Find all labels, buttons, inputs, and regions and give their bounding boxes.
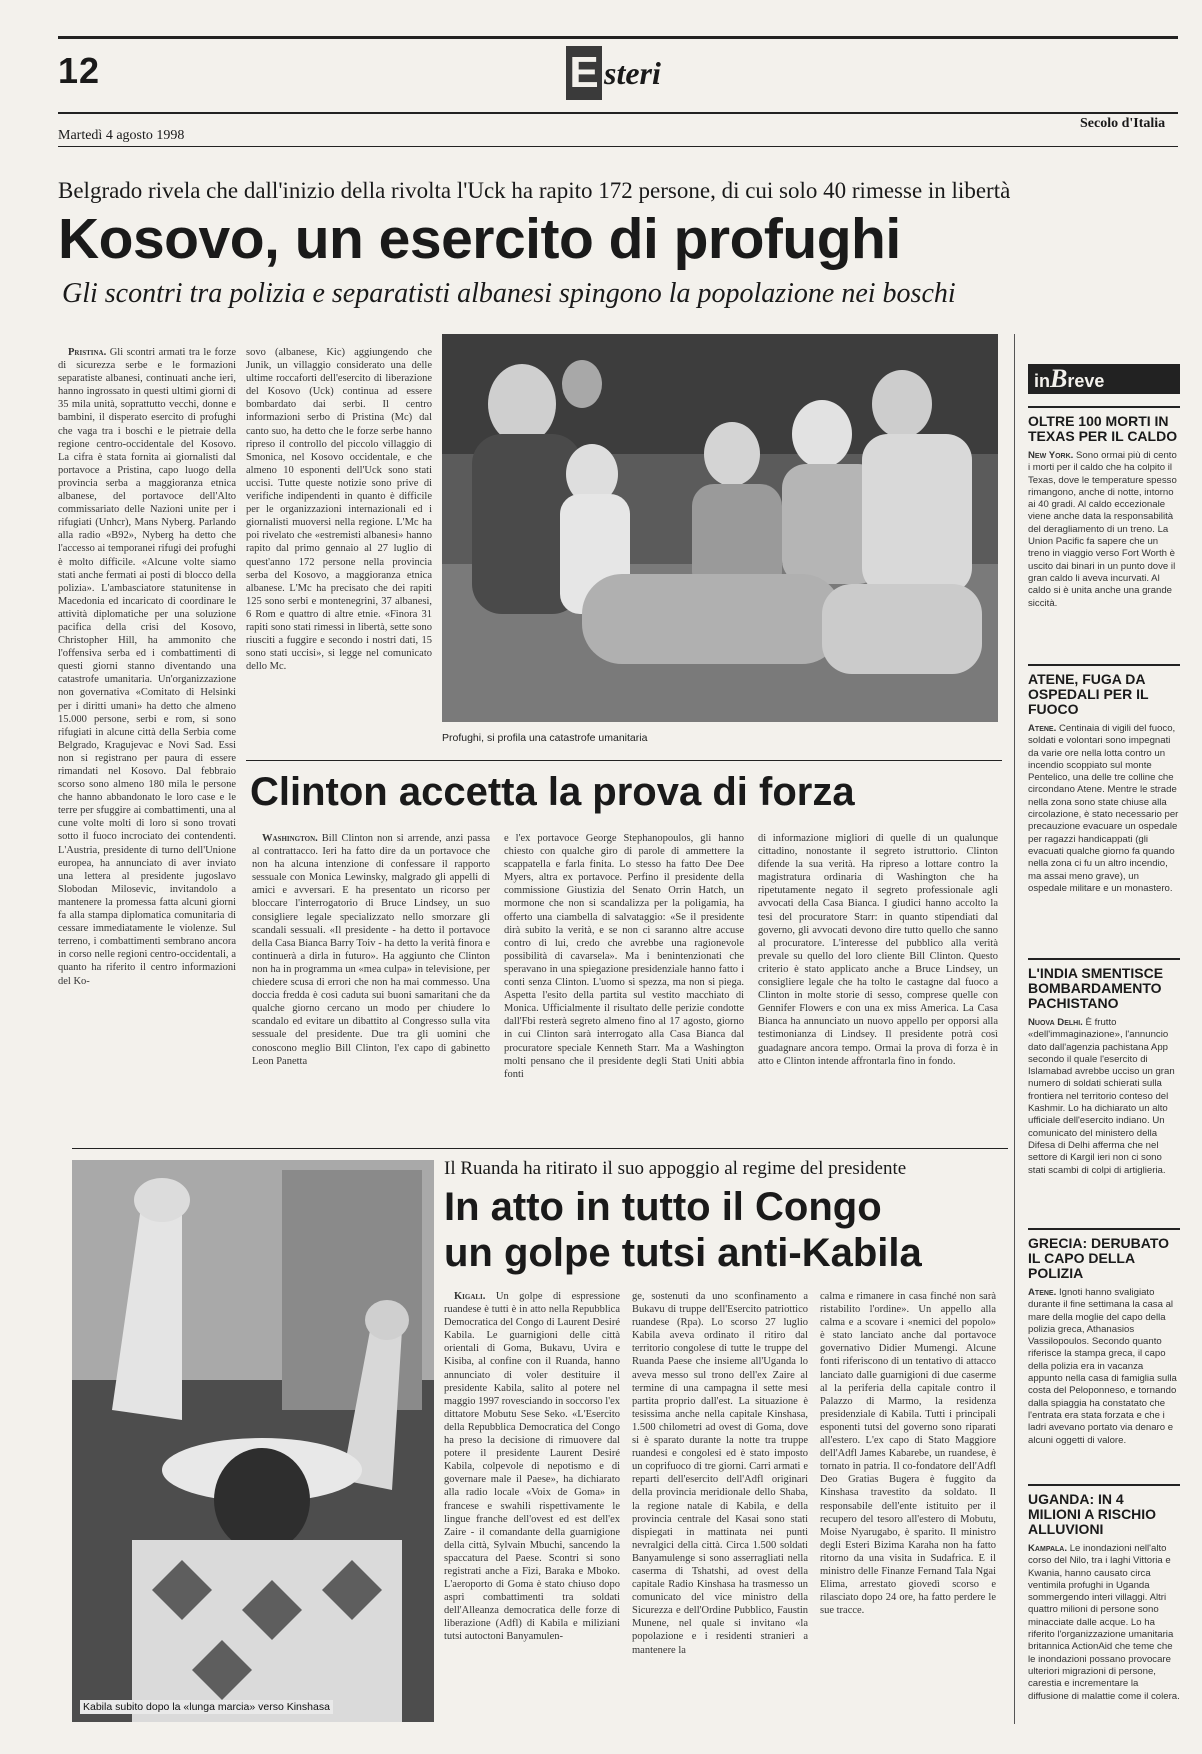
congo-column-3 <box>820 1290 996 1720</box>
brief-3-rule <box>1028 958 1180 960</box>
refugees-photo-caption: Profughi, si profila una catastrofe umanitaria <box>442 732 648 744</box>
top-rule <box>58 36 1178 39</box>
main-kicker: Belgrado rivela che dall'inizio della rivolta l'Uck ha rapito 172 persone, di cui solo 40 rimesse in libertà <box>58 178 1011 203</box>
brief-5-rule <box>1028 1484 1180 1486</box>
issue-date: Martedì 4 agosto 1998 <box>58 128 185 143</box>
brief-uganda-body: Le inondazioni nell'alto corso del Nilo, tra i laghi Vittoria e Kwania, hanno causato circa ventimila profughi in Uganda sommergendo interi villaggi. Altri quattro milioni di persone sono minacciate dalle acque. Lo ha riferito l'organizzazione umanitaria britannica ActionAid che teme che le inondazioni possano provocare ulteriori migrazioni di persone, carestia e incrementare la diffusione di malattie come il colera. <box>1028 1543 1180 1702</box>
congo-column-1 <box>444 1290 620 1720</box>
main-col2-text: sovo (albanese, Kic) aggiungendo che Junik, un villaggio considerato una delle ultime roccaforti dell'esercito di liberazione del Kosovo (Uck) continua ad essere bombardato dai serbi. Il centro informazioni serbo di Pristina (Mc) dal canto suo, ha detto che le forze serbe hanno ripreso il controllo del piccolo villaggio di Smonica, nel Kosovo occidentale, e che almeno 10 esponenti dell'Uck sono stati uccisi. Tutte queste notizie sono prive di verifiche indipendenti in quanto è difficile per le organizzazioni internazionali ed i giornalisti muoversi nella regione. L'Mc ha poi rivelato che «estremisti albanesi» hanno rapito dal primo gennaio al 27 luglio di quest'anno 172 persone nella provincia serba del Kosovo, a maggioranza etnica albanese. L'Mc ha precisato che dei rapiti 125 sono serbi e montenegrini, 37 albanesi, 6 Rom e quattro di altre etnie. «Finora 31 rapiti sono stati rimessi in libertà, sette sono riusciti a fuggire e secondo i nostri dati, 15 sono stati uccisi», si legge nel comunicato dello Mc. <box>246 347 432 673</box>
brief-atene-dateline: Atene. <box>1028 723 1057 734</box>
brief-1-rule <box>1028 406 1180 408</box>
congo-column-2 <box>632 1290 808 1720</box>
sidebar-divider <box>1014 334 1015 1724</box>
in-breve-b: B <box>1050 364 1068 393</box>
brief-grecia-body: Ignoti hanno svaligiato durante il fine settimana la casa al mare della moglie del capo della polizia greca, Athanasios Vassilopoulos. Secondo quanto riferisce la stampa greca, il capo della polizia era in vacanza appunto nella casa di famiglia sulla costa del Peloponneso, e tornando dalla spiaggia ha constatato che l'entrata era stata forzata e che i ladri avevano portato via denaro e alcuni oggetti di valore. <box>1028 1287 1177 1446</box>
in-breve-in: in <box>1034 371 1050 391</box>
clinton-top-rule <box>246 760 1002 761</box>
brief-texas-body: Sono ormai più di cento i morti per il caldo che ha colpito il Texas, dove le temperature spesso rimangono, anche di notte, intorno ai 40 gradi. Al caldo eccezionale viene anche data la responsabilità del deragliamento di un treno. La Union Pacific fa sapere che un treno in viaggio verso Fort Worth è uscito dai binari in un punto dove il gran caldo li aveva incurvati. Al caldo si è unita anche una grande siccità. <box>1028 450 1177 609</box>
clinton-column-3 <box>758 832 998 1132</box>
congo-col1-text: Un golpe di espressione ruandese è tutti è in atto nella Repubblica Democratica del Congo di Laurent Desiré Kabila. Le guarnigioni delle città orientali di Goma, Bukavu, Uvira e Kisiba, al confine con il Ruanda, hanno annunciato di voler destituire il presidente Kabila, salito al potere nel maggio 1997 rovesciando in soccorso l'ex dittatore Mobutu Sese Seko. «L'Esercito della Repubblica Democratica del Congo ha preso la decisione di rimuovere dal potere il presidente Laurent Desiré Kabila, colpevole di nepotismo e di governare male il Paese», ha dichiarato alla radio locale «Voix de Goma» in francese e swahili rispettivamente le lingue franche dell'ovest ed est dell'ex Zaire - il comandante della guarnigione della città, Sylvain Mbuchi, sancendo la spaccatura del Paese. Scontri si sono registrati anche a Fizi, Baraka e Mboko. L'aeroporto di Goma è stato chiuso dopo aspri combattimenti tra soldati dell'Alleanza democratica delle forze di liberazione (Adfl) di Kabila e miliziani tutsi autoctoni Banyamulen- <box>444 1291 620 1643</box>
brief-grecia-dateline: Atene. <box>1028 1287 1057 1298</box>
newspaper-name: Secolo d'Italia <box>1080 116 1166 131</box>
section-rest: steri <box>604 55 661 91</box>
brief-texas-head: OLTRE 100 MORTI IN TEXAS PER IL CALDO <box>1028 414 1178 444</box>
brief-2-rule <box>1028 664 1180 666</box>
brief-atene-head: ATENE, FUGA DA OSPEDALI PER IL FUOCO <box>1028 672 1149 717</box>
clinton-col2-text: e l'ex portavoce George Stephanopoulos, gli hanno chiesto con qualche giro di parole di ammettere la scappatella e farla finita. Lo stesso ha fatto Dee Dee Myers, altra ex portavoce. Perfino il presidente della commissione Giustizia del Senato Orrin Hatch, un mormone che non si scandalizza per la poligamia, ha offerto una ciambella di salvataggio: «Se il presidente dirà subito la verità, e se non ci saranno altre accuse contro di lui, credo che avrebbe una ragionevole possibilità di cavarsela». Ma i benintenzionati che speravano in una spiegazione presidenziale hanno fatto i conti senza Clinton. L'uomo si spezza, ma non si piega. Aspetta l'esito della partita sul vestito macchiato di Monica. Ufficialmente il risultato delle perizie condotte dall'Fbi resterà segreto almeno fino al 17 agosto, giorno in cui Clinton sarà interrogato alla Casa Bianca dal procuratore speciale Kenneth Starr. Ma a Washington molti pensano che il presidente degli Stati Uniti abbia fonti <box>504 833 744 1080</box>
clinton-column-1 <box>252 832 490 1132</box>
refugees-photo-graphic <box>442 334 998 722</box>
congo-dateline: Kigali. <box>454 1291 486 1302</box>
brief-india <box>1028 966 1180 1220</box>
brief-grecia-head: GRECIA: DERUBATO IL CAPO DELLA POLIZIA <box>1028 1236 1170 1281</box>
clinton-dateline: Washington. <box>262 833 318 844</box>
date-rule <box>58 146 1178 147</box>
brief-uganda-head: UGANDA: IN 4 MILIONI A RISCHIO ALLUVIONI <box>1028 1492 1157 1537</box>
congo-top-rule <box>72 1148 1008 1149</box>
kabila-photo-graphic <box>72 1160 434 1722</box>
brief-uganda <box>1028 1492 1180 1728</box>
brief-india-head: L'INDIA SMENTISCE BOMBARDAMENTO PACHISTANO <box>1028 966 1164 1011</box>
brief-grecia <box>1028 1236 1180 1476</box>
kabila-photo-caption: Kabila subito dopo la «lunga marcia» verso Kinshasa <box>80 1700 333 1714</box>
in-breve-label <box>1028 364 1180 394</box>
refugees-photo <box>442 334 998 722</box>
clinton-column-2 <box>504 832 744 1132</box>
main-col1-text: Gli scontri armati tra le forze di sicurezza serbe e le formazioni separatiste albanesi, continuati anche ieri, hanno ingrossato in questi ultimi giorni di 35 mila unità, soprattutto vecchi, donne e bambini, il disperato esercito di profughi che vaga tra i boschi e le pietraie della regione centro-occidentale del Kosovo. La cifra è stata fornita ai giornalisti dal portavoce a Pristina, capo luogo della provincia serba a maggioranza etnica albanese, del portavoce dell'Alto commissariato delle Nazioni unite per i rifugiati (Unhcr), Mans Nyberg. Parlando alla radio «B92», Nyberg ha detto che l'accesso ai temporanei rifugi dei profughi è molto difficile. «Alcune volte siamo stati anche fermati ai posti di blocco della polizia». L'ambasciatore statunitense in Macedonia ed incaricato di coordinare le attività diplomatiche per una soluzione pacifica della crisi del Kosovo, Christopher Hill, ha ammonito che l'offensiva serba ed i combattimenti di questi giorni stanno diventando una catastrofe umanitaria. Un'organizzazione non governativa «Comitato di Helsinki per i diritti umani» ha detto che almeno 15.000 persone, serbi e rom, si sono rifugiati in alcune città della Serbia come Belgrado, Kragujevac e Novi Sad. Essi non si registrano per paura di essere rimandati nel Kosovo. Dal febbraio scorso sono almeno 180 mila le persone che hanno abbandonato le loro case e le terre per sfuggire ai combattimenti, una al cune volte molti di loro si sono trovati sotto il fuoco incrociato dei contendenti. L'Austria, presidente di turno dell'Unione europea, ha annunciato di aver inviato una lettera al presidente jugoslavo Slobodan Milosevic, invitandolo a mantenere la promessa fatta alcuni giorni fa alla stampa diplomatica comunitaria di cessare immediatamente le violenze. Sul terreno, i combattimenti sembrano ancora in corso nelle regioni centro-occidentali, a quanto ha riferito il centro informazioni del Ko- <box>58 347 236 987</box>
in-breve-rest: reve <box>1067 371 1105 391</box>
congo-headline-line2: un golpe tutsi anti-Kabila <box>444 1231 922 1275</box>
main-subheadline: Gli scontri tra polizia e separatisti albanesi spingono la popolazione nei boschi <box>62 278 956 309</box>
masthead-rule <box>58 112 1178 114</box>
kabila-photo <box>72 1160 434 1722</box>
brief-4-rule <box>1028 1228 1180 1230</box>
brief-texas-dateline: New York. <box>1028 450 1074 461</box>
section-title <box>566 46 661 106</box>
main-column-2 <box>246 346 432 750</box>
brief-texas <box>1028 414 1180 654</box>
brief-uganda-dateline: Kampala. <box>1028 1543 1068 1554</box>
main-dateline: Pristina. <box>68 347 107 358</box>
clinton-headline: Clinton accetta la prova di forza <box>250 770 855 814</box>
brief-atene-body: Centinaia di vigili del fuoco, soldati e volontari sono impegnati da varie ore nella lotta contro un incendio scoppiato sul monte Pentelico, una delle tre colline che circondano Atene. Mentre le strade nella zona sono state chiuse alla circolazione, è stato necessario per precauzione evacuare un ospedale per ragazzi handicappati (gli evacuati qualche giorno fa quando nella zona ci fu un altro incendio, ma assai meno grave), un ospedale militare e un monastero. <box>1028 723 1179 894</box>
main-headline: Kosovo, un esercito di profughi <box>58 207 901 271</box>
congo-kicker: Il Ruanda ha ritirato il suo appoggio al regime del presidente <box>444 1158 907 1179</box>
clinton-col3-text: di informazione migliori di quelle di un qualunque cittadino, nonostante il segreto istruttorio. Clinton difende la sua verità. Ha ripreso a lottare contro la magistratura ordinaria di Washington che ha ripetutamente negato il segreto professionale agli avvocati della Casa Bianca. I giudici hanno accolto la tesi del procuratore Starr: in quanto stipendiati dal governo, gli avvocati devono dire tutto quello che sanno al procuratore. L'interesse del pubblico alla verità prevale su quello del loro cliente Bill Clinton. Questo criterio è stato applicato anche a Bruce Lindsey, un consigliere legale che ha tolto le castagne dal fuoco a Clinton in molte storie di sesso, comprese quelle con Gennifer Flowers e con una ex miss America. La Casa Bianca ha annunciato un nuovo appello per opporsi alla testimonianza di Lindsey. Il presidente potrà così guadagnare ancora tempo. Ormai la prova di forza è in atto e Clinton intende affrontarla fino in fondo. <box>758 833 998 1067</box>
brief-atene <box>1028 672 1180 950</box>
congo-col3-text: calma e rimanere in casa finché non sarà ristabilito l'ordine». Un appello alla calma e a scovare i «nemici del popolo» è stato lanciato anche dal portavoce governativo Didier Mumengi. Alcune fonti riferiscono di un tentativo di attacco lanciato dalle guarnigioni di due caserme al la periferia della capitale contro il Palazzo di Marmo, la residenza presidenziale di Kabila. Tutti i principali esponenti tutsi del governo sono riparati all'estero. L'ex capo di Stato Maggiore dell'Adfl James Kabarebe, un ruandese, è tornato in patria. Il co-fondatore dell'Adfl Deo Gratias Bugera è fuggito da Kinshasa travestito da soldato. Il responsabile dell'ente istituito per il recupero del tesoro all'estero di Mobutu, Moise Nyarugabo, è sparito. Il ministro degli Esteri Bizima Karaha non ha fatto ritorno da una visita in Sudafrica. E il ministro delle Finanze Fernand Tala Ngai Elima, arrestato giovedì scorso e rilasciato dopo 24 ore, ha fatto perdere le sue tracce. <box>820 1291 996 1617</box>
brief-india-dateline: Nuova Delhi. <box>1028 1017 1083 1028</box>
clinton-col1-text: Bill Clinton non si arrende, anzi passa al contrattacco. Ieri ha fatto dire da un portavoce che non ha alcuna intenzione di confessare il rapporto sessuale con Monica Lewinsky, malgrado gli appelli di amici e avversari. E ha presentato un ricorso per bloccare l'interrogatorio di Bruce Lindsey, un suo consigliere legale specializzato nello smorzare gli scandali sessuali. «Il presidente - ha detto il portavoce della Casa Bianca Barry Toiv - ha detto la verità finora e continuerà a dirla in futuro». Ha aggiunto che Clinton non ha in programma un «mea culpa» in televisione, per chiedere scusa di errori che non ha mai commesso. Una doccia fredda è così caduta sui buoni samaritani che da qualche giorno cercano un modo per chiudere lo scandalo ed evitare un dibattito al Congresso sulla vita sessuale del presidente. Due tra gli uomini che conoscono meglio Bill Clinton, l'ex capo di gabinetto Leon Panetta <box>252 833 490 1067</box>
congo-headline-line1: In atto in tutto il Congo <box>444 1185 882 1229</box>
congo-col2-text: ge, sostenuti da uno sconfinamento a Bukavu di truppe dell'Esercito patriottico ruandese (Rpa). Lo scorso 27 luglio Kabila aveva ordinato il ritiro dal territorio congolese di tutte le truppe del Ruanda Paese che insieme all'Uganda lo aveva messo sul trono dell'ex Zaire al termine di una campagna il sette mesi partita proprio dall'est. La situazione è tesissima anche nella capitale Kinshasa, 1.500 chilometri ad ovest di Goma, dove si è sparato durante la notte tra truppe ruandesi e congolesi ed è stato imposto un coprifuoco di tre giorni. Carri armati e reparti dell'esercito dell'Adfl originari della provincia meridionale dello Shaba, la regione natale di Kabila, e della provincia centrale del Kasai sono stati dispiegati in mattinata nei punti nevralgici della città. Circa 1.500 soldati Banyamulenge si sono asserragliati nella caserma di Tshatshi, ad ovest della capitale Radio Kinshasa ha trasmesso un comunicato del vice ministro della Sicurezza e dell'Ordine Pubblico, Faustin Munene, nel quale si invitano «la popolazione e i residenti stranieri a mantenere la <box>632 1291 808 1656</box>
page-number: 12 <box>58 50 101 91</box>
section-initial: E <box>566 46 602 100</box>
brief-india-body: È frutto «dell'immaginazione», l'annuncio dato dall'agenzia pachistana App secondo il quale l'esercito di Islamabad avrebbe ucciso un gran numero di soldati schierati sulla frontiera nel territorio conteso del Kashmir. Lo ha dichiarato un alto ufficiale dell'esercito indiano. Un comunicato del ministero della Difesa di Delhi afferma che nel settore di Kargil ieri non ci sono stati scambi di colpi di artiglieria. <box>1028 1017 1175 1176</box>
